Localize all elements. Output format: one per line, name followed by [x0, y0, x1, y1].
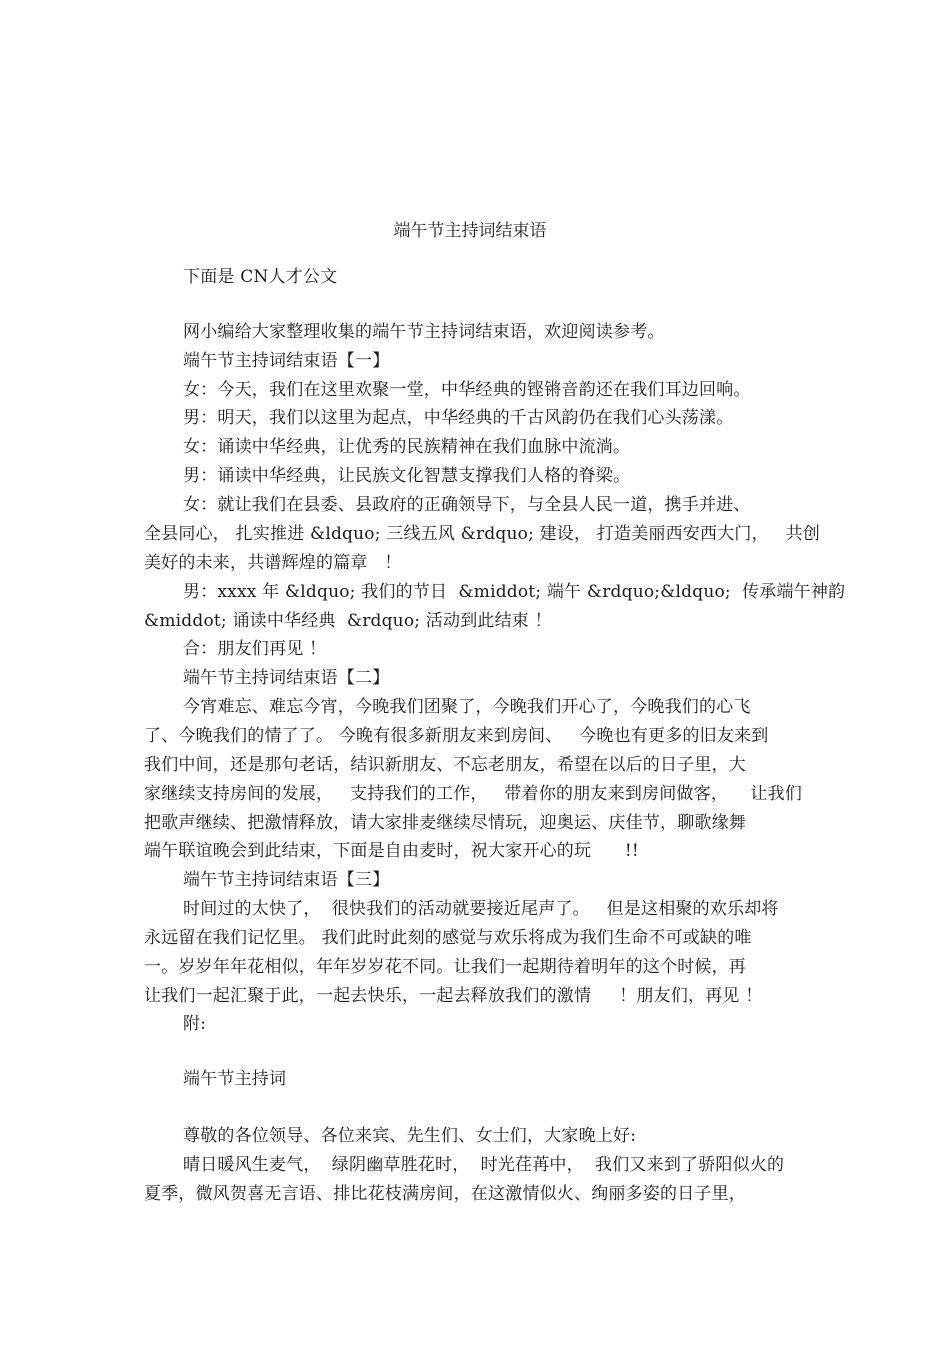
paragraph-line: 让我们一起汇聚于此，一起去快乐，一起去释放我们的激情 ！朋友们，再见 ！ — [144, 986, 763, 1006]
paragraph-line: 永远留在我们记忆里。 我们此时此刻的感觉与欢乐将成为我们生命不可或缺的唯 — [144, 928, 752, 948]
paragraph-line: 我们中间，还是那句老话，结识新朋友、不忘老朋友，希望在以后的日子里，大 — [144, 755, 746, 775]
paragraph-line: 时间过的太快了， 很快我们的活动就要接近尾声了。 但是这相聚的欢乐却将 — [183, 899, 779, 919]
section-heading: 端午节主持词 — [183, 1069, 287, 1089]
document-title: 端午节主持词结束语 — [393, 221, 547, 241]
paragraph-line: 网小编给大家整理收集的端午节主持词结束语，欢迎阅读参考。 — [183, 322, 665, 342]
paragraph-line: 男：xxxx 年 &ldquo; 我们的节日 &middot; 端午 &rdquo;&ldquo; 传承端午神韵 — [183, 582, 846, 602]
section-heading: 端午节主持词结束语【二】 — [183, 668, 390, 688]
paragraph-line: 女：今天，我们在这里欢聚一堂，中华经典的铿锵音韵还在我们耳边回响。 — [183, 380, 751, 400]
paragraph-line: 今宵难忘、难忘今宵，今晚我们团聚了，今晚我们开心了，今晚我们的心飞 — [183, 697, 751, 717]
paragraph-line: 晴日暖风生麦气， 绿阴幽草胜花时， 时光荏苒中， 我们又来到了骄阳似火的 — [183, 1155, 785, 1175]
paragraph-line: 男：诵读中华经典，让民族文化智慧支撑我们人格的脊梁。 — [183, 466, 631, 486]
paragraph-line: 合：朋友们再见 ！ — [183, 639, 327, 659]
section-heading: 端午节主持词结束语【三】 — [183, 870, 390, 890]
paragraph-line: 女：就让我们在县委、县政府的正确领导下，与全县人民一道，携手并进、 — [183, 495, 751, 515]
paragraph-line: 了、今晚我们的情了了。 今晚有很多新朋友来到房间、 今晚也有更多的旧友来到 — [144, 726, 769, 746]
paragraph-line: &middot; 诵读中华经典 &rdquo; 活动到此结束 ！ — [144, 611, 552, 631]
section-heading: 端午节主持词结束语【一】 — [183, 351, 390, 371]
paragraph-line: 男：明天，我们以这里为起点，中华经典的千古风韵仍在我们心头荡漾。 — [183, 408, 734, 428]
paragraph-line: 下面是 CN人才公文 — [183, 267, 338, 287]
paragraph-line: 把歌声继续、把激情释放，请大家排麦继续尽情玩，迎奥运、庆佳节，聊歌缘舞 — [144, 813, 746, 833]
paragraph-line: 尊敬的各位领导、各位来宾、先生们、女士们，大家晚上好: — [183, 1126, 637, 1146]
paragraph-line: 附: — [183, 1014, 207, 1034]
paragraph-line: 全县同心， 扎实推进 &ldquo; 三线五风 &rdquo; 建设， 打造美丽西安西大门， 共创 — [144, 524, 821, 544]
paragraph-line: 家继续支持房间的发展， 支持我们的工作， 带着你的朋友来到房间做客， 让我们 — [144, 784, 803, 804]
paragraph-line: 女：诵读中华经典，让优秀的民族精神在我们血脉中流淌。 — [183, 437, 631, 457]
paragraph-line: 一。岁岁年年花相似，年年岁岁花不同。让我们一起期待着明年的这个时候，再 — [144, 957, 746, 977]
paragraph-line: 美好的未来，共谱辉煌的篇章 ！ — [144, 553, 402, 573]
paragraph-line: 夏季，微风贺喜无言语、排比花枝满房间，在这激情似火、绚丽多姿的日子里， — [144, 1184, 746, 1204]
paragraph-line: 端午联谊晚会到此结束，下面是自由麦时，祝大家开心的玩 !! — [144, 841, 639, 861]
